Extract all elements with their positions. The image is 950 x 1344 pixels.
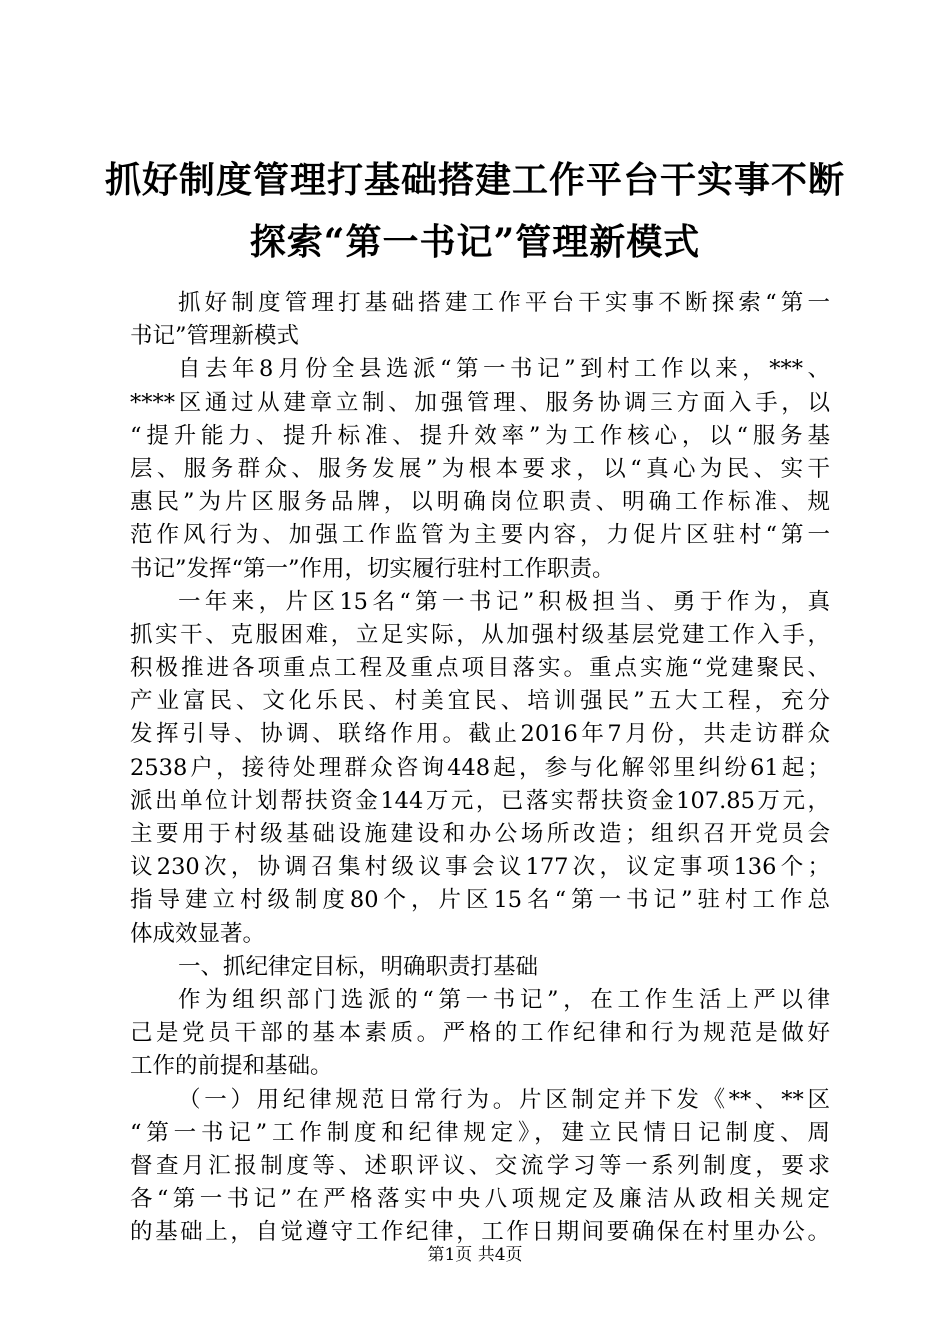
- text-line: 议230次，协调召集村级议事会议177次，议定事项136个；: [130, 854, 830, 881]
- text-line: 作为组织部门选派的“第一书记”，在工作生活上严以律: [178, 986, 830, 1013]
- text-line: 派出单位计划帮扶资金144万元，已落实帮扶资金107.85万元，: [130, 787, 830, 814]
- text-line: 体成效显著。: [130, 920, 266, 947]
- text-line: 书记”管理新模式: [130, 323, 300, 350]
- text-line: 范作风行为、加强工作监管为主要内容，力促片区驻村“第一: [130, 522, 830, 549]
- text-line: 发挥引导、协调、联络作用。截止2016年7月份，共走访群众: [130, 721, 830, 748]
- text-line: 各“第一书记”在严格落实中央八项规定及廉洁从政相关规定: [130, 1186, 830, 1213]
- page-footer: 第1页 共4页: [427, 1245, 523, 1265]
- text-line: 督查月汇报制度等、述职评议、交流学习等一系列制度，要求: [130, 1152, 830, 1179]
- text-line: ****区通过从建章立制、加强管理、服务协调三方面入手，以: [130, 389, 830, 416]
- text-line: （一）用纪律规范日常行为。片区制定并下发《**、**区: [178, 1086, 830, 1113]
- text-line: 惠民”为片区服务品牌，以明确岗位职责、明确工作标准、规: [130, 489, 830, 516]
- document-title-line-2: 探索“第一书记”管理新模式: [249, 221, 701, 263]
- text-line: 2538户，接待处理群众咨询448起，参与化解邻里纠纷61起；: [130, 754, 830, 781]
- text-line: 书记”发挥“第一”作用，切实履行驻村工作职责。: [130, 555, 615, 582]
- text-line: “提升能力、提升标准、提升效率”为工作核心，以“服务基: [130, 422, 830, 449]
- text-line: 抓好制度管理打基础搭建工作平台干实事不断探索“第一: [178, 290, 830, 316]
- text-line: “第一书记”工作制度和纪律规定》，建立民情日记制度、周: [130, 1119, 830, 1146]
- text-line: 层、服务群众、服务发展”为根本要求，以“真心为民、实干: [130, 455, 830, 482]
- text-line: 的基础上，自觉遵守工作纪律，工作日期间要确保在村里办公。: [130, 1219, 830, 1246]
- text-line: 主要用于村级基础设施建设和办公场所改造；组织召开党员会: [130, 821, 830, 847]
- text-line: 抓实干、克服困难，立足实际，从加强村级基层党建工作入手，: [130, 621, 830, 648]
- text-line: 己是党员干部的基本素质。严格的工作纪律和行为规范是做好: [130, 1020, 830, 1047]
- document-body: [130, 287, 830, 1249]
- text-line: 积极推进各项重点工程及重点项目落实。重点实施“党建聚民、: [130, 655, 830, 682]
- text-line: 自去年8月份全县选派“第一书记”到村工作以来，***、: [178, 356, 830, 383]
- text-line: 指导建立村级制度80个，片区15名“第一书记”驻村工作总: [130, 887, 830, 914]
- document-title-line-1: 抓好制度管理打基础搭建工作平台干实事不断: [104, 159, 845, 201]
- text-line: 一、抓纪律定目标，明确职责打基础: [178, 953, 539, 980]
- text-line: 一年来，片区15名“第一书记”积极担当、勇于作为，真: [178, 588, 830, 615]
- text-line: 产业富民、文化乐民、村美宜民、培训强民”五大工程，充分: [130, 688, 830, 715]
- text-line: 工作的前提和基础。: [130, 1053, 333, 1080]
